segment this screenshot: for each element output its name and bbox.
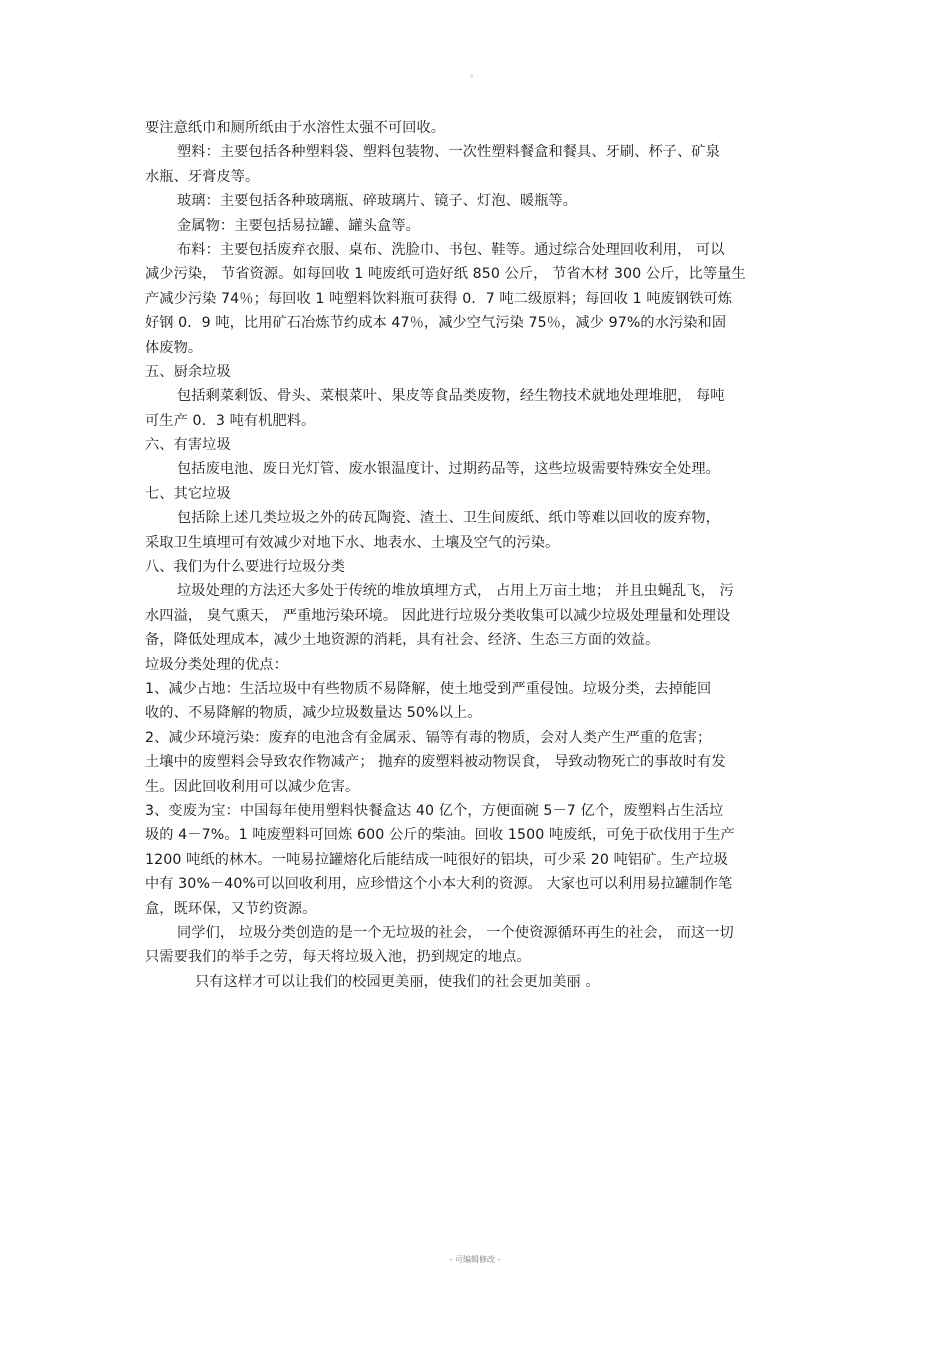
text-line: 包括除上述几类垃圾之外的砖瓦陶瓷、渣土、卫生间废纸、纸巾等难以回收的废弃物， — [177, 510, 720, 527]
text-line: 收的、不易降解的物质，减少垃圾数量达 50%以上。 — [145, 705, 482, 722]
section-heading: 五、厨余垃圾 — [145, 363, 231, 380]
text-line: 生。因此回收利用可以减少危害。 — [145, 778, 360, 795]
text-line: 水瓶、牙膏皮等。 — [145, 168, 260, 185]
text-line: 包括废电池、废日光灯管、废水银温度计、过期药品等，这些垃圾需要特殊安全处理。 — [177, 461, 720, 478]
text-line: 产减少污染 74％；每回收 1 吨塑料饮料瓶可获得 0．7 吨二级原料；每回收 1 吨废钢铁可炼 — [145, 290, 733, 307]
text-line: 2、减少环境污染：废弃的电池含有金属汞、镉等有毒的物质，会对人类产生严重的危害； — [145, 729, 712, 746]
text-line: 包括剩菜剩饭、骨头、菜根菜叶、果皮等食品类废物，经生物技术就地处理堆肥， 每吨 — [177, 388, 725, 405]
section-heading: 七、其它垃圾 — [145, 485, 231, 502]
text-line: 好钢 0．9 吨，比用矿石冶炼节约成本 47％，减少空气污染 75％，减少 97%的水污染和固 — [145, 315, 727, 332]
subheading: 垃圾分类处理的优点： — [145, 656, 288, 673]
text-line: 可生产 0．3 吨有机肥料。 — [145, 412, 316, 429]
text-line: 垃圾处理的方法还大多处于传统的堆放填埋方式， 占用上万亩土地； 并且虫蝇乱飞， 污 — [177, 583, 734, 600]
text-line: 玻璃：主要包括各种玻璃瓶、碎玻璃片、镜子、灯泡、暖瓶等。 — [177, 193, 578, 210]
text-line: 圾的 4－7%。1 吨废塑料可回炼 600 公斤的柴油。回收 1500 吨废纸，可免于砍伐用于生产 — [145, 827, 735, 844]
text-line: 要注意纸巾和厕所纸由于水溶性太强不可回收。 — [145, 120, 446, 136]
text-line: 备，降低处理成本，减少土地资源的消耗，具有社会、经济、生态三方面的效益。 — [145, 632, 660, 649]
section-heading: 六、有害垃圾 — [145, 437, 231, 454]
section-heading: 八、我们为什么要进行垃圾分类 — [145, 559, 346, 576]
body-text — [145, 116, 810, 994]
text-line: 土壤中的废塑料会导致农作物减产； 抛弃的废塑料被动物误食， 导致动物死亡的事故时有发 — [145, 754, 726, 771]
text-line: 盒，既环保，又节约资源。 — [145, 900, 317, 917]
text-line: 金属物：主要包括易拉罐、罐头盒等。 — [177, 217, 420, 234]
text-line: 水四溢， 臭气熏天， 严重地污染环境。 因此进行垃圾分类收集可以减少垃圾处理量和处理设 — [145, 607, 731, 624]
text-line: 3、变废为宝：中国每年使用塑料快餐盒达 40 亿个，方便面碗 5－7 亿个，废塑料占生活垃 — [145, 802, 724, 819]
text-line: 体废物。 — [145, 339, 203, 356]
text-line: 只需要我们的举手之劳，每天将垃圾入池，扔到规定的地点。 — [145, 949, 531, 966]
text-line: 同学们， 垃圾分类创造的是一个无垃圾的社会， 一个使资源循环再生的社会， 而这一切 — [177, 924, 734, 941]
footer-text: - 可编辑修改 - — [449, 1255, 501, 1264]
text-line: 减少污染， 节省资源。如每回收 1 吨废纸可造好纸 850 公斤， 节省木材 300 公斤，比等量生 — [145, 266, 746, 283]
text-line: 中有 30%－40%可以回收利用，应珍惜这个小本大利的资源。 大家也可以利用易拉罐制作笔 — [145, 876, 733, 893]
text-line: 布料：主要包括废弃衣服、桌布、洗脸巾、书包、鞋等。通过综合处理回收利用， 可以 — [177, 241, 725, 258]
closing-line: 只有这样才可以让我们的校园更美丽，使我们的社会更加美丽 。 — [195, 973, 600, 990]
text-line: 1200 吨纸的林木。一吨易拉罐熔化后能结成一吨很好的铝块，可少采 20 吨铝矿。生产垃圾 — [145, 851, 728, 868]
text-line: 采取卫生填埋可有效减少对地下水、地表水、土壤及空气的污染。 — [145, 534, 560, 551]
text-line: 1、减少占地：生活垃圾中有些物质不易降解，使土地受到严重侵蚀。垃圾分类，去掉能回 — [145, 680, 712, 697]
text-line: 塑料：主要包括各种塑料袋、塑料包装物、一次性塑料餐盒和餐具、牙刷、杯子、矿泉 — [177, 144, 720, 161]
header-mark: 。 — [470, 69, 480, 79]
